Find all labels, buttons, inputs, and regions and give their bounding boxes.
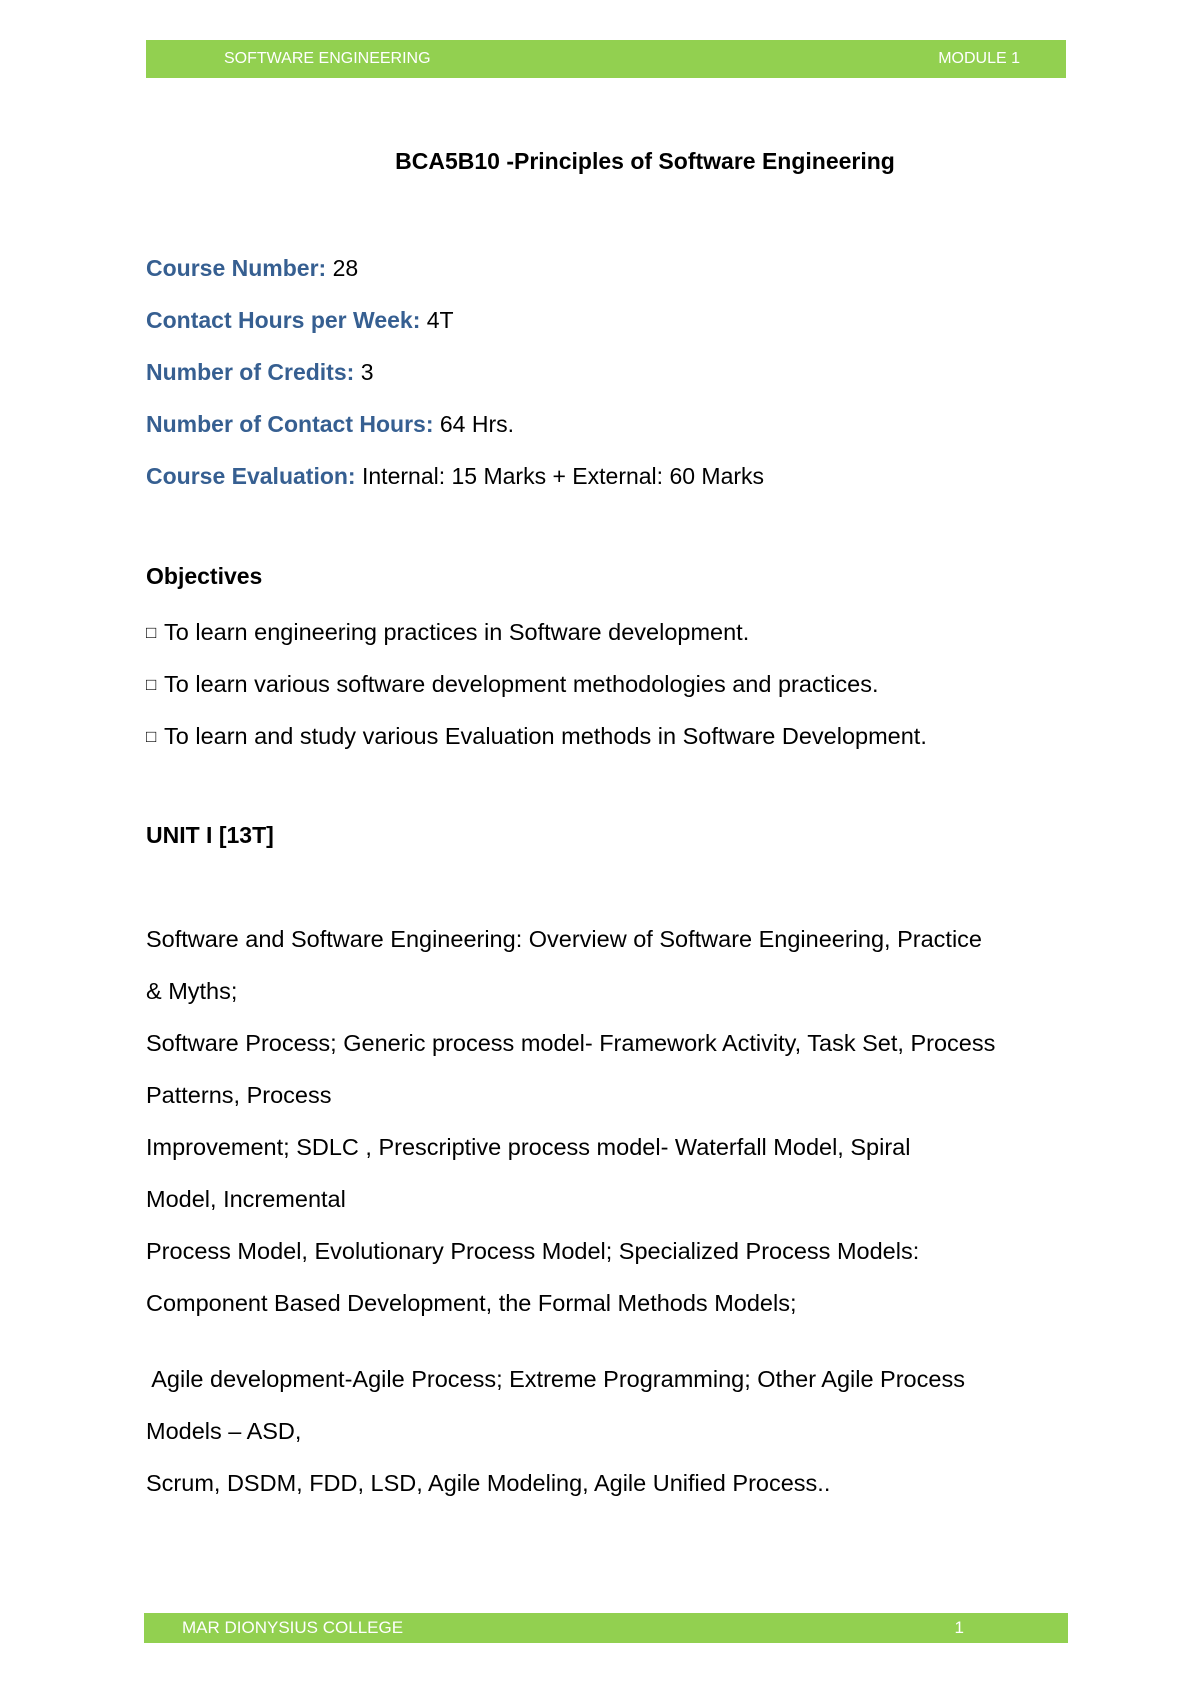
objectives-heading: Objectives [146,563,263,589]
bullet-icon: □ [146,727,157,746]
content-line: Software and Software Engineering: Overview of Software Engineering, Practice [146,926,982,952]
list-item [146,666,927,718]
header-module: MODULE 1 [938,50,1020,67]
header-subject: SOFTWARE ENGINEERING [224,50,431,67]
field-label: Contact Hours per Week: [146,307,421,333]
unit-content [146,913,1066,1329]
list-item [146,614,927,666]
field-value: 64 Hrs. [439,411,515,437]
header-band [146,40,1066,78]
footer-college: MAR DIONYSIUS COLLEGE [182,1618,404,1637]
content-line: Component Based Development, the Formal Methods Models; [146,1290,797,1316]
page-title: BCA5B10 -Principles of Software Engineering [395,148,895,174]
list-item [146,718,927,770]
footer-band [144,1613,1068,1643]
content-line: Improvement; SDLC , Prescriptive process model- Waterfall Model, Spiral [146,1134,911,1160]
field-value: 4T [426,307,454,333]
field-contact-hours-week [146,302,764,354]
field-label: Course Evaluation: [146,463,356,489]
field-label: Course Number: [146,255,327,281]
field-course-number [146,250,764,302]
field-label: Number of Contact Hours: [146,411,434,437]
field-value: 28 [332,255,359,281]
content-line: Software Process; Generic process model- Framework Activity, Task Set, Process [146,1030,996,1056]
content-line: Model, Incremental [146,1186,346,1212]
bullet-icon: □ [146,623,157,642]
content-line: & Myths; [146,978,238,1004]
field-value: Internal: 15 Marks + External: 60 Marks [362,463,765,489]
content-line: Scrum, DSDM, FDD, LSD, Agile Modeling, Agile Unified Process.. [146,1470,831,1496]
field-evaluation [146,458,764,510]
content-line: Models – ASD, [146,1418,302,1444]
field-value: 3 [360,359,374,385]
agile-content [146,1353,1066,1509]
bullet-icon: □ [146,675,157,694]
objective-text: To learn engineering practices in Software development. [164,619,750,645]
objective-text: To learn various software development methodologies and practices. [164,671,879,697]
content-line: Patterns, Process [146,1082,332,1108]
page-number: 1 [954,1618,964,1637]
unit-heading: UNIT I [13T] [146,822,274,848]
content-line: Process Model, Evolutionary Process Model; Specialized Process Models: [146,1238,920,1264]
course-fields [146,250,764,510]
objectives-list [146,614,927,770]
field-label: Number of Credits: [146,359,355,385]
content-line: Agile development-Agile Process; Extreme Programming; Other Agile Process [146,1366,965,1392]
field-contact-hours [146,406,764,458]
objective-text: To learn and study various Evaluation methods in Software Development. [164,723,927,749]
field-credits [146,354,764,406]
